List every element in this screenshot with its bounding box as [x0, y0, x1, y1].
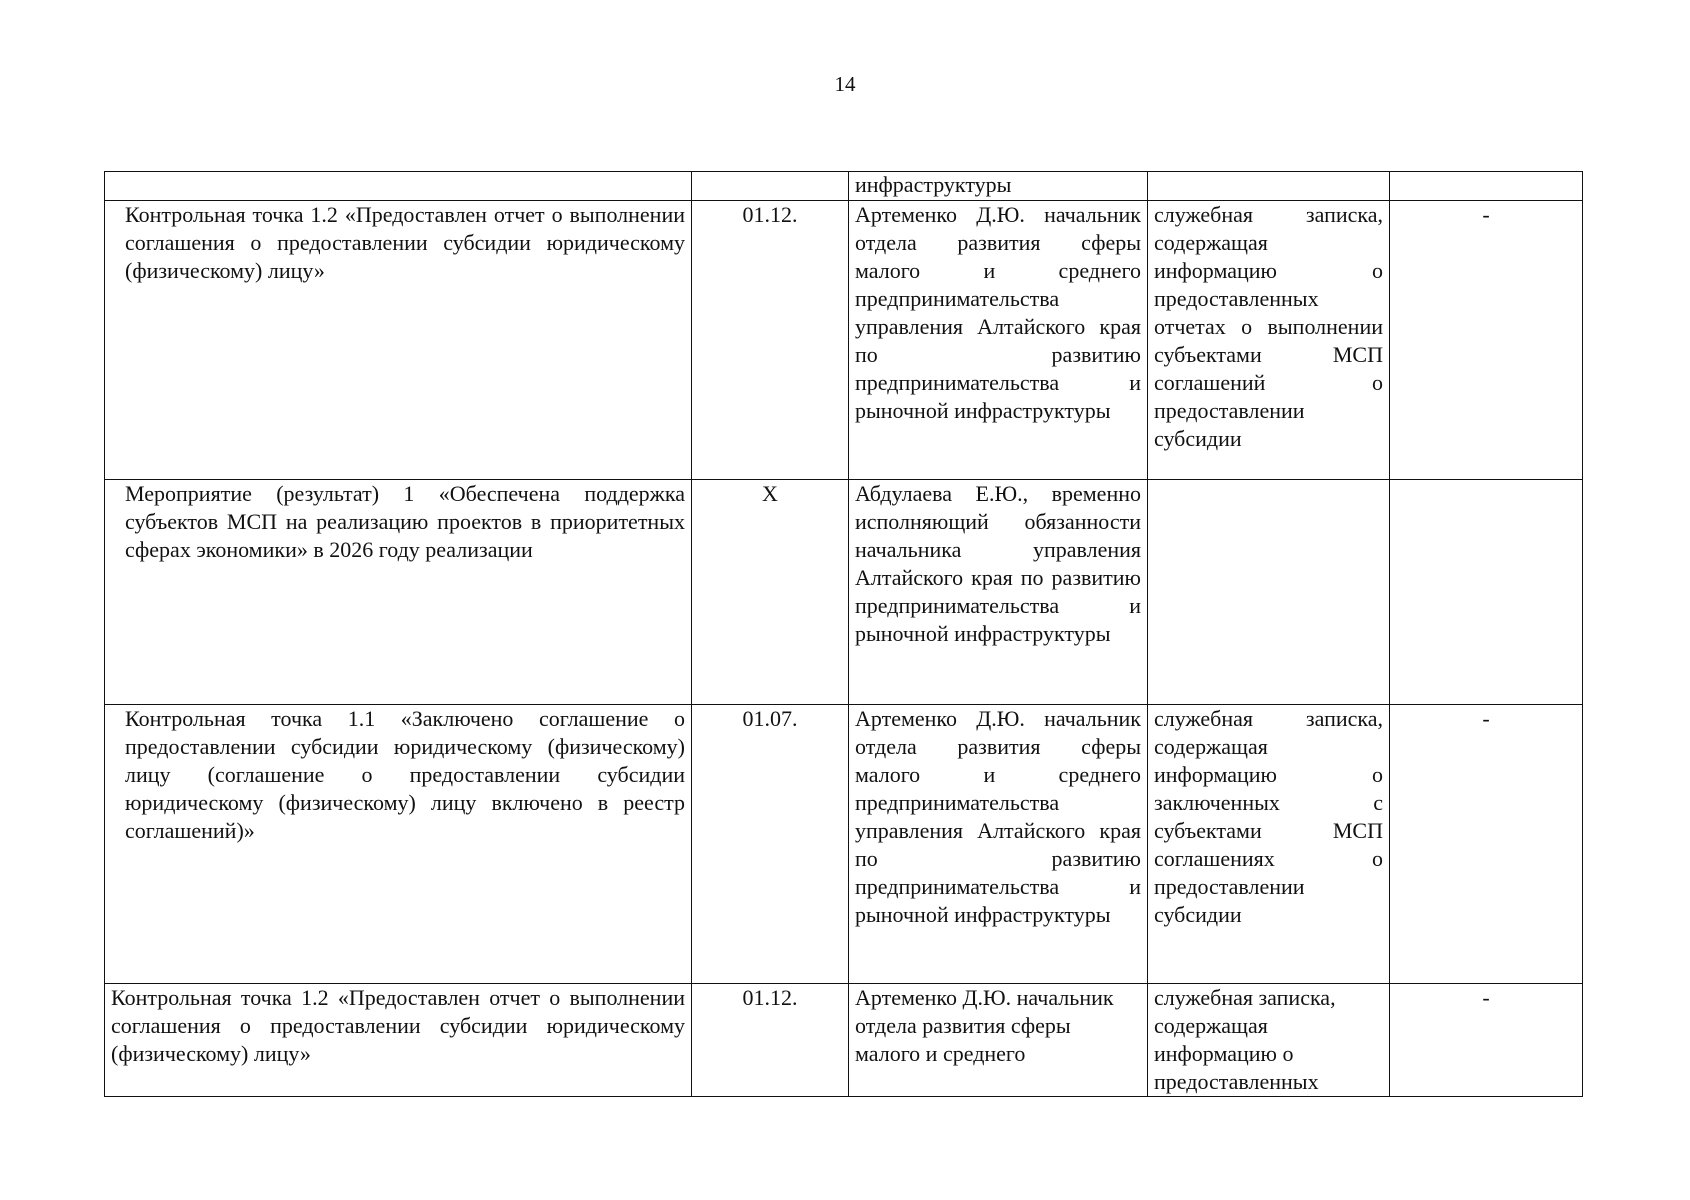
event-cell: Контрольная точка 1.2 «Предоставлен отчет о выполнении соглашения о предоставлении субсидии юридическому (физическому) лицу»	[105, 984, 692, 1097]
table-cell	[692, 172, 849, 201]
extra-cell: -	[1390, 705, 1583, 984]
document-cell: служебная записка, содержащая информацию о предоставленных	[1148, 984, 1390, 1097]
extra-cell: -	[1390, 984, 1583, 1097]
table-row	[105, 480, 1583, 705]
responsible-cell: Артеменко Д.Ю. начальник отдела развития сферы малого и среднего предпринимательства управления Алтайского края по развитию предпринимательства и рыночной инфраструктуры	[849, 201, 1148, 480]
document-cell: служебная записка, содержащая информацию о заключенных с субъектами МСП соглашениях о предоставлении субсидии	[1148, 705, 1390, 984]
date-cell: 01.07.	[692, 705, 849, 984]
date-cell: 01.12.	[692, 201, 849, 480]
table-row	[105, 705, 1583, 984]
table-row	[105, 201, 1583, 480]
plan-table	[104, 171, 1583, 1097]
date-cell: X	[692, 480, 849, 705]
responsible-cell: Артеменко Д.Ю. начальник отдела развития сферы малого и среднего	[849, 984, 1148, 1097]
date-cell: 01.12.	[692, 984, 849, 1097]
table-cell	[1148, 172, 1390, 201]
responsible-cell: инфраструктуры	[849, 172, 1148, 201]
extra-cell	[1390, 480, 1583, 705]
event-cell: Мероприятие (результат) 1 «Обеспечена поддержка субъектов МСП на реализацию проектов в приоритетных сферах экономики» в 2026 году реализации	[105, 480, 692, 705]
event-cell: Контрольная точка 1.2 «Предоставлен отчет о выполнении соглашения о предоставлении субсидии юридическому (физическому) лицу»	[105, 201, 692, 480]
table-row	[105, 984, 1583, 1097]
page-number: 14	[834, 72, 856, 96]
extra-cell: -	[1390, 201, 1583, 480]
document-cell	[1148, 480, 1390, 705]
document-cell: служебная записка, содержащая информацию о предоставленных отчетах о выполнении субъектами МСП соглашений о предоставлении субсидии	[1148, 201, 1390, 480]
table-cell	[105, 172, 692, 201]
table-cell	[1390, 172, 1583, 201]
event-cell: Контрольная точка 1.1 «Заключено соглашение о предоставлении субсидии юридическому (физическому) лицу (соглашение о предоставлении субсидии юридическому (физическому) лицу включено в реестр соглашений)»	[105, 705, 692, 984]
responsible-cell: Абдулаева Е.Ю., временно исполняющий обязанности начальника управления Алтайского края по развитию предпринимательства и рыночной инфраструктуры	[849, 480, 1148, 705]
table-row-continuation	[105, 172, 1583, 201]
responsible-cell: Артеменко Д.Ю. начальник отдела развития сферы малого и среднего предпринимательства управления Алтайского края по развитию предпринимательства и рыночной инфраструктуры	[849, 705, 1148, 984]
